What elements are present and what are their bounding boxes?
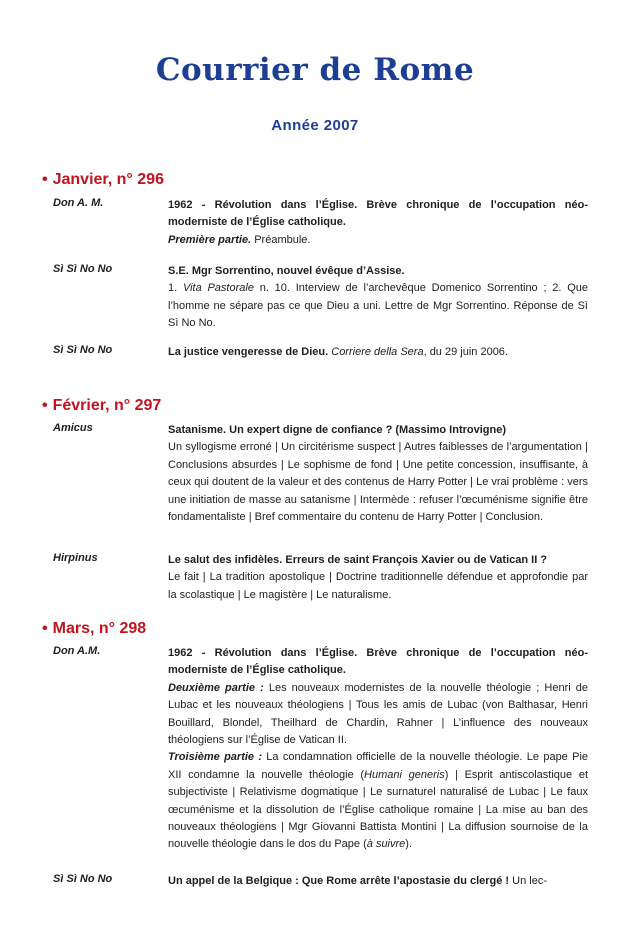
article-summary: La justice vengeresse de Dieu. Corriere della Sera, du 29 juin 2006. [168, 346, 508, 358]
article-summary: Un syllogisme erroné | Un circitérisme suspect | Autres faiblesses de l’argumentation | Conclusions absurdes | Le sophisme de fond | Une petite concession, insuffisante, à ceux qui doutent de la valeur et des contenus de Harry Potter | Le vrai problème : vers une initiation de masse au satanisme | Intermède : refuser l’œcuménisme signifie être fondamentaliste | Bref commentaire du contenu de Harry Potter | Conclusion. [168, 441, 588, 524]
bullet-icon: • [42, 397, 48, 414]
article-summary-part-3: Troisième partie : La condamnation officielle de la nouvelle théologie. Le pape Pie XII condamne la nouvelle théologie (Humani generis) | Esprit antiscolastique et subjectiviste | Relativisme dogmatique | Le surnaturel naturalisé de Lubac | Le faux œcuménisme et la dissolution de l’Église catholique romaine | La mise au ban des nouveaux théologiens | Mgr Giovanni Battista Montini | La diffusion sournoise de la nouvelle théologie dans le dos du Pape (à suivre). [168, 751, 589, 851]
bullet-icon: • [42, 171, 48, 188]
month-label: Mars, n° 298 [52, 620, 147, 637]
month-label: Janvier, n° 296 [52, 171, 164, 188]
article-body [168, 263, 588, 333]
article-title: 1962 - Révolution dans l’Église. Brève chronique de l’occupation néo-moderniste de l’Église catholique. [168, 199, 588, 229]
month-heading-janvier [42, 171, 164, 189]
month-label: Février, n° 297 [52, 397, 162, 414]
bullet-icon: • [42, 620, 48, 637]
article-body [168, 645, 588, 854]
article-author: Don A.M. [53, 645, 101, 657]
article-body [168, 197, 588, 249]
article-title: 1962 - Révolution dans l’Église. Brève chronique de l’occupation néo-moderniste de l’Église catholique. [168, 647, 588, 677]
year-heading: Année 2007 [271, 117, 359, 134]
article-title: Un appel de la Belgique : Que Rome arrête l’apostasie du clergé ! [168, 875, 510, 887]
article-summary-part-2: Deuxième partie : Les nouveaux modernistes de la nouvelle théologie ; Henri de Lubac et les nouveaux théologiens | Tous les amis de Lubac (von Balthasar, Henri Bouillard, Blondel, Theilhard de Chardin, Rahner | L’influence des nouveaux théologiens sur l’Église de Vatican II. [168, 681, 588, 747]
article-author: Don A. M. [53, 197, 104, 209]
masthead-title: Courrier de Rome [155, 52, 475, 88]
article-title: Le salut des infidèles. Erreurs de saint François Xavier ou de Vatican II ? [168, 554, 548, 566]
article-author: Sì Sì No No [53, 263, 113, 275]
article-author: Hirpinus [53, 552, 98, 564]
article-body [168, 422, 588, 526]
month-heading-mars [42, 620, 146, 638]
month-heading-fevrier [42, 397, 161, 415]
article-summary: Un appel de la Belgique : Que Rome arrête l’apostasie du clergé ! Un lec- [168, 875, 547, 887]
article-body [168, 344, 588, 361]
article-title: Satanisme. Un expert digne de confiance ? (Massimo Introvigne) [168, 424, 507, 436]
article-author: Sì Sì No No [53, 344, 113, 356]
article-summary: Première partie. Préambule. [168, 233, 311, 246]
article-title: La justice vengeresse de Dieu. [168, 346, 329, 358]
article-body [168, 873, 588, 890]
article-summary: Le fait | La tradition apostolique | Doctrine traditionnelle défendue et approfondie par la scolastique | Le magistère | Le naturalisme. [168, 571, 588, 601]
article-author: Sì Sì No No [53, 873, 113, 885]
article-summary: 1. Vita Pastorale n. 10. Interview de l’archevêque Domenico Sorrentino ; 2. Que l’homme ne sépare pas ce que Dieu a uni. Lettre de Mgr Sorrentino. Réponse de Sì Sì No No. [168, 282, 588, 330]
article-author: Amicus [53, 422, 93, 434]
article-title: S.E. Mgr Sorrentino, nouvel évêque d’Assise. [168, 265, 405, 277]
article-body [168, 552, 588, 604]
